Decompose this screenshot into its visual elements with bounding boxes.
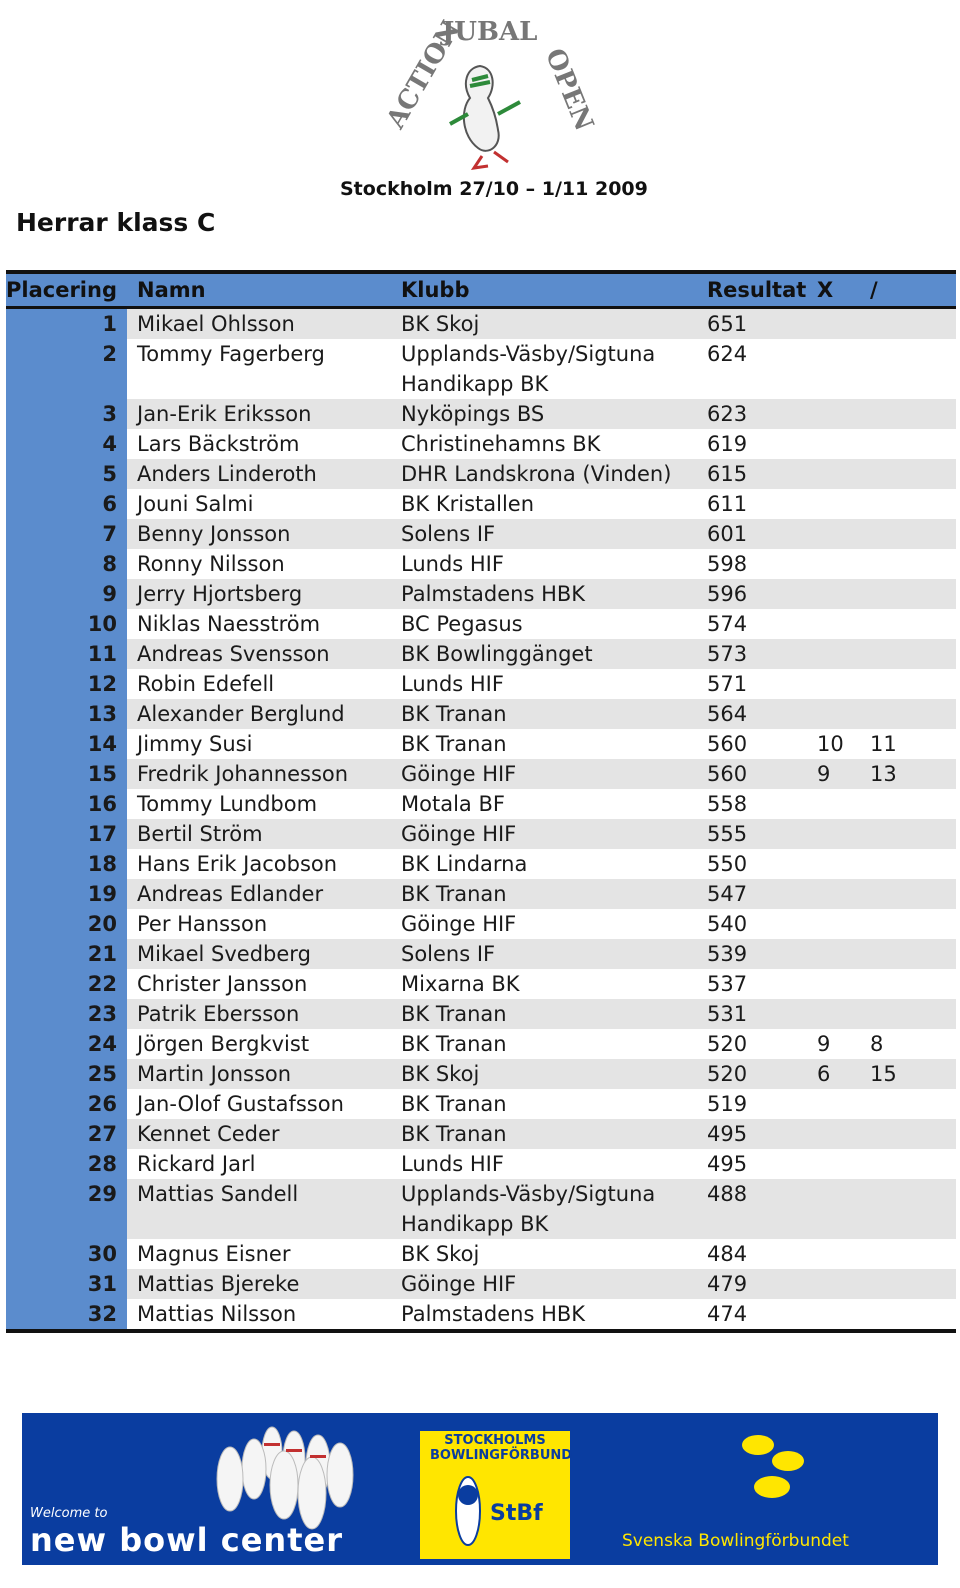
x-cell	[807, 639, 860, 669]
result-cell: 479	[697, 1269, 807, 1299]
result-cell: 558	[697, 789, 807, 819]
place-cell: 15	[6, 759, 127, 789]
club-line: BK Skoj	[401, 1242, 480, 1266]
result-cell: 571	[697, 669, 807, 699]
page-title: Herrar klass C	[16, 208, 216, 237]
place-cell: 12	[6, 669, 127, 699]
place-cell: 5	[6, 459, 127, 489]
result-cell: 623	[697, 399, 807, 429]
name-cell: Jerry Hjortsberg	[127, 579, 391, 609]
club-line: BK Tranan	[401, 1002, 507, 1026]
club-cell	[391, 939, 697, 969]
table-row	[6, 1089, 956, 1119]
club-line: Motala BF	[401, 792, 505, 816]
x-cell: 9	[807, 759, 860, 789]
table-header-row	[6, 272, 956, 308]
table-row	[6, 429, 956, 459]
name-cell: Benny Jonsson	[127, 519, 391, 549]
slash-cell	[860, 1149, 956, 1179]
place-cell: 24	[6, 1029, 127, 1059]
table-row	[6, 639, 956, 669]
place-cell: 6	[6, 489, 127, 519]
name-cell: Magnus Eisner	[127, 1239, 391, 1269]
x-cell	[807, 699, 860, 729]
club-cell	[391, 429, 697, 459]
club-line: Lunds HIF	[401, 552, 504, 576]
slash-cell	[860, 429, 956, 459]
result-cell: 537	[697, 969, 807, 999]
name-cell: Tommy Fagerberg	[127, 339, 391, 399]
place-cell: 7	[6, 519, 127, 549]
result-cell: 615	[697, 459, 807, 489]
club-cell	[391, 1239, 697, 1269]
club-cell	[391, 1029, 697, 1059]
club-line: BK Tranan	[401, 1092, 507, 1116]
slash-cell: 13	[860, 759, 956, 789]
x-cell	[807, 1239, 860, 1269]
slash-cell	[860, 999, 956, 1029]
x-cell	[807, 609, 860, 639]
name-cell: Lars Bäckström	[127, 429, 391, 459]
x-cell	[807, 909, 860, 939]
x-cell	[807, 339, 860, 399]
table-row	[6, 579, 956, 609]
result-cell: 488	[697, 1179, 807, 1239]
place-cell: 27	[6, 1119, 127, 1149]
table-row	[6, 1269, 956, 1299]
club-cell	[391, 729, 697, 759]
club-cell	[391, 819, 697, 849]
club-cell	[391, 1119, 697, 1149]
result-cell: 520	[697, 1029, 807, 1059]
slash-cell: 8	[860, 1029, 956, 1059]
club-line: Upplands-Väsby/Sigtuna	[401, 342, 656, 366]
club-line: BC Pegasus	[401, 612, 523, 636]
club-cell	[391, 789, 697, 819]
table-row	[6, 759, 956, 789]
slash-cell: 11	[860, 729, 956, 759]
slash-cell	[860, 699, 956, 729]
x-cell	[807, 879, 860, 909]
result-cell: 547	[697, 879, 807, 909]
slash-cell	[860, 879, 956, 909]
club-cell	[391, 459, 697, 489]
club-cell	[391, 549, 697, 579]
place-cell: 16	[6, 789, 127, 819]
slash-cell	[860, 519, 956, 549]
name-cell: Mikael Ohlsson	[127, 308, 391, 340]
result-cell: 573	[697, 639, 807, 669]
result-cell: 601	[697, 519, 807, 549]
sponsor-banner	[22, 1413, 938, 1565]
svg-text:ACTION: ACTION	[381, 16, 467, 134]
x-cell	[807, 969, 860, 999]
table-row	[6, 969, 956, 999]
name-cell: Jörgen Bergkvist	[127, 1029, 391, 1059]
club-line: Solens IF	[401, 942, 496, 966]
slash-cell	[860, 609, 956, 639]
x-cell	[807, 1269, 860, 1299]
table-row	[6, 729, 956, 759]
slash-cell	[860, 969, 956, 999]
place-cell: 31	[6, 1269, 127, 1299]
name-cell: Per Hansson	[127, 909, 391, 939]
stockholms-bowlingforbund-logo	[420, 1431, 573, 1559]
club-line: Christinehamns BK	[401, 432, 601, 456]
club-cell	[391, 609, 697, 639]
table-row	[6, 308, 956, 340]
national-federation-name: Svenska Bowlingförbundet	[622, 1531, 849, 1551]
name-cell: Jan-Erik Eriksson	[127, 399, 391, 429]
x-cell	[807, 549, 860, 579]
place-cell: 2	[6, 339, 127, 399]
club-cell	[391, 999, 697, 1029]
club-line: Nyköpings BS	[401, 402, 545, 426]
x-cell: 9	[807, 1029, 860, 1059]
result-cell: 560	[697, 759, 807, 789]
table-row	[6, 1179, 956, 1239]
name-cell: Bertil Ström	[127, 819, 391, 849]
name-cell: Hans Erik Jacobson	[127, 849, 391, 879]
slash-cell	[860, 789, 956, 819]
club-line: Mixarna BK	[401, 972, 520, 996]
table-row	[6, 699, 956, 729]
place-cell: 14	[6, 729, 127, 759]
table-row	[6, 789, 956, 819]
x-cell	[807, 459, 860, 489]
club-cell	[391, 1179, 697, 1239]
x-cell	[807, 579, 860, 609]
club-cell	[391, 759, 697, 789]
place-cell: 1	[6, 308, 127, 340]
x-cell	[807, 849, 860, 879]
club-cell	[391, 579, 697, 609]
result-cell: 550	[697, 849, 807, 879]
club-line: BK Kristallen	[401, 492, 535, 516]
x-cell	[807, 519, 860, 549]
table-row	[6, 939, 956, 969]
x-cell	[807, 429, 860, 459]
x-cell	[807, 669, 860, 699]
place-cell: 4	[6, 429, 127, 459]
result-cell: 520	[697, 1059, 807, 1089]
result-cell: 560	[697, 729, 807, 759]
slash-cell	[860, 639, 956, 669]
table-row	[6, 549, 956, 579]
header-slash: /	[860, 272, 956, 308]
name-cell: Martin Jonsson	[127, 1059, 391, 1089]
svg-text:OPEN: OPEN	[539, 44, 599, 136]
slash-cell	[860, 459, 956, 489]
header-klubb: Klubb	[391, 272, 697, 308]
name-cell: Jimmy Susi	[127, 729, 391, 759]
club-line: BK Tranan	[401, 732, 507, 756]
result-cell: 596	[697, 579, 807, 609]
action-jubal-open-logo	[370, 6, 599, 176]
place-cell: 10	[6, 609, 127, 639]
name-cell: Mikael Svedberg	[127, 939, 391, 969]
place-cell: 3	[6, 399, 127, 429]
result-cell: 651	[697, 308, 807, 340]
club-line: BK Tranan	[401, 882, 507, 906]
club-line: BK Skoj	[401, 1062, 480, 1086]
x-cell	[807, 1179, 860, 1239]
club-line: Lunds HIF	[401, 672, 504, 696]
svg-text:JUBAL: JUBAL	[442, 17, 538, 47]
club-line: BK Tranan	[401, 1122, 507, 1146]
x-cell	[807, 789, 860, 819]
place-cell: 29	[6, 1179, 127, 1239]
table-row	[6, 339, 956, 399]
table-row	[6, 879, 956, 909]
club-line: BK Tranan	[401, 702, 507, 726]
slash-cell	[860, 669, 956, 699]
x-cell	[807, 819, 860, 849]
club-line-2: Handikapp BK	[401, 1212, 549, 1236]
place-cell: 11	[6, 639, 127, 669]
club-cell	[391, 308, 697, 340]
name-cell: Jan-Olof Gustafsson	[127, 1089, 391, 1119]
club-line: Palmstadens HBK	[401, 582, 586, 606]
club-cell	[391, 669, 697, 699]
place-cell: 22	[6, 969, 127, 999]
table-row	[6, 1029, 956, 1059]
name-cell: Mattias Sandell	[127, 1179, 391, 1239]
name-cell: Fredrik Johannesson	[127, 759, 391, 789]
bowling-pin-icon	[420, 1431, 573, 1559]
slash-cell	[860, 308, 956, 340]
club-line: Lunds HIF	[401, 1152, 504, 1176]
result-cell: 539	[697, 939, 807, 969]
place-cell: 25	[6, 1059, 127, 1089]
name-cell: Jouni Salmi	[127, 489, 391, 519]
table-row	[6, 1299, 956, 1331]
club-line: Göinge HIF	[401, 912, 517, 936]
slash-cell	[860, 549, 956, 579]
place-cell: 9	[6, 579, 127, 609]
result-cell: 495	[697, 1149, 807, 1179]
club-line: BK Lindarna	[401, 852, 528, 876]
table-row	[6, 459, 956, 489]
club-cell	[391, 1269, 697, 1299]
slash-cell	[860, 939, 956, 969]
header-placering: Placering	[6, 272, 127, 308]
slash-cell	[860, 339, 956, 399]
federation-name: STOCKHOLMS BOWLINGFÖRBUND	[430, 1433, 573, 1463]
name-cell: Robin Edefell	[127, 669, 391, 699]
result-cell: 555	[697, 819, 807, 849]
place-cell: 26	[6, 1089, 127, 1119]
x-cell	[807, 1149, 860, 1179]
place-cell: 32	[6, 1299, 127, 1331]
club-cell	[391, 339, 697, 399]
results-table	[6, 270, 956, 1333]
club-line: Upplands-Väsby/Sigtuna	[401, 1182, 656, 1206]
slash-cell	[860, 1089, 956, 1119]
x-cell: 6	[807, 1059, 860, 1089]
club-cell	[391, 1089, 697, 1119]
slash-cell	[860, 909, 956, 939]
x-cell	[807, 399, 860, 429]
name-cell: Christer Jansson	[127, 969, 391, 999]
result-cell: 531	[697, 999, 807, 1029]
bowl-center-name: new bowl center	[30, 1521, 343, 1559]
place-cell: 8	[6, 549, 127, 579]
name-cell: Patrik Ebersson	[127, 999, 391, 1029]
club-cell	[391, 969, 697, 999]
club-line: BK Tranan	[401, 1032, 507, 1056]
x-cell	[807, 939, 860, 969]
club-cell	[391, 639, 697, 669]
slash-cell	[860, 1239, 956, 1269]
club-line-2: Handikapp BK	[401, 372, 549, 396]
slash-cell	[860, 1299, 956, 1331]
slash-cell	[860, 489, 956, 519]
place-cell: 30	[6, 1239, 127, 1269]
club-line: Solens IF	[401, 522, 496, 546]
place-cell: 21	[6, 939, 127, 969]
club-cell	[391, 699, 697, 729]
club-line: BK Bowlinggänget	[401, 642, 593, 666]
club-cell	[391, 519, 697, 549]
table-row	[6, 669, 956, 699]
result-cell: 564	[697, 699, 807, 729]
slash-cell	[860, 819, 956, 849]
x-cell	[807, 1089, 860, 1119]
header-namn: Namn	[127, 272, 391, 308]
x-cell	[807, 1299, 860, 1331]
table-row	[6, 489, 956, 519]
club-cell	[391, 1299, 697, 1331]
x-cell	[807, 308, 860, 340]
name-cell: Andreas Svensson	[127, 639, 391, 669]
place-cell: 18	[6, 849, 127, 879]
place-cell: 13	[6, 699, 127, 729]
name-cell: Ronny Nilsson	[127, 549, 391, 579]
federation-abbr: StBf	[490, 1501, 543, 1526]
name-cell: Mattias Bjereke	[127, 1269, 391, 1299]
result-cell: 540	[697, 909, 807, 939]
x-cell	[807, 489, 860, 519]
club-cell	[391, 489, 697, 519]
result-cell: 598	[697, 549, 807, 579]
club-line: Göinge HIF	[401, 762, 517, 786]
place-cell: 17	[6, 819, 127, 849]
svenska-bowlingforbundet-logo-icon	[722, 1433, 842, 1513]
name-cell: Mattias Nilsson	[127, 1299, 391, 1331]
club-cell	[391, 879, 697, 909]
club-cell	[391, 849, 697, 879]
x-cell: 10	[807, 729, 860, 759]
place-cell: 23	[6, 999, 127, 1029]
result-cell: 519	[697, 1089, 807, 1119]
welcome-text: Welcome to	[30, 1506, 108, 1521]
name-cell: Tommy Lundbom	[127, 789, 391, 819]
header-x: X	[807, 272, 860, 308]
event-subtitle: Stockholm 27/10 – 1/11 2009	[340, 178, 648, 200]
name-cell: Alexander Berglund	[127, 699, 391, 729]
place-cell: 19	[6, 879, 127, 909]
slash-cell: 15	[860, 1059, 956, 1089]
header-resultat: Resultat	[697, 272, 807, 308]
place-cell: 20	[6, 909, 127, 939]
slash-cell	[860, 579, 956, 609]
table-row	[6, 999, 956, 1029]
club-cell	[391, 1149, 697, 1179]
result-cell: 474	[697, 1299, 807, 1331]
result-cell: 624	[697, 339, 807, 399]
slash-cell	[860, 1269, 956, 1299]
result-cell: 574	[697, 609, 807, 639]
result-cell: 484	[697, 1239, 807, 1269]
name-cell: Anders Linderoth	[127, 459, 391, 489]
table-row	[6, 399, 956, 429]
name-cell: Kennet Ceder	[127, 1119, 391, 1149]
club-line: Göinge HIF	[401, 1272, 517, 1296]
name-cell: Andreas Edlander	[127, 879, 391, 909]
table-row	[6, 609, 956, 639]
slash-cell	[860, 399, 956, 429]
club-cell	[391, 909, 697, 939]
name-cell: Rickard Jarl	[127, 1149, 391, 1179]
table-row	[6, 1149, 956, 1179]
result-cell: 495	[697, 1119, 807, 1149]
name-cell: Niklas Naesström	[127, 609, 391, 639]
club-line: BK Skoj	[401, 312, 480, 336]
table-row	[6, 1059, 956, 1089]
result-cell: 619	[697, 429, 807, 459]
bowl-center-logo	[30, 1506, 343, 1559]
result-cell: 611	[697, 489, 807, 519]
club-line: DHR Landskrona (Vinden)	[401, 462, 672, 486]
table-row	[6, 1239, 956, 1269]
table-row	[6, 1119, 956, 1149]
club-line: Göinge HIF	[401, 822, 517, 846]
x-cell	[807, 1119, 860, 1149]
table-row	[6, 909, 956, 939]
club-cell	[391, 399, 697, 429]
club-cell	[391, 1059, 697, 1089]
slash-cell	[860, 849, 956, 879]
table-row	[6, 519, 956, 549]
slash-cell	[860, 1119, 956, 1149]
place-cell: 28	[6, 1149, 127, 1179]
table-row	[6, 849, 956, 879]
x-cell	[807, 999, 860, 1029]
club-line: Palmstadens HBK	[401, 1302, 586, 1326]
slash-cell	[860, 1179, 956, 1239]
table-row	[6, 819, 956, 849]
